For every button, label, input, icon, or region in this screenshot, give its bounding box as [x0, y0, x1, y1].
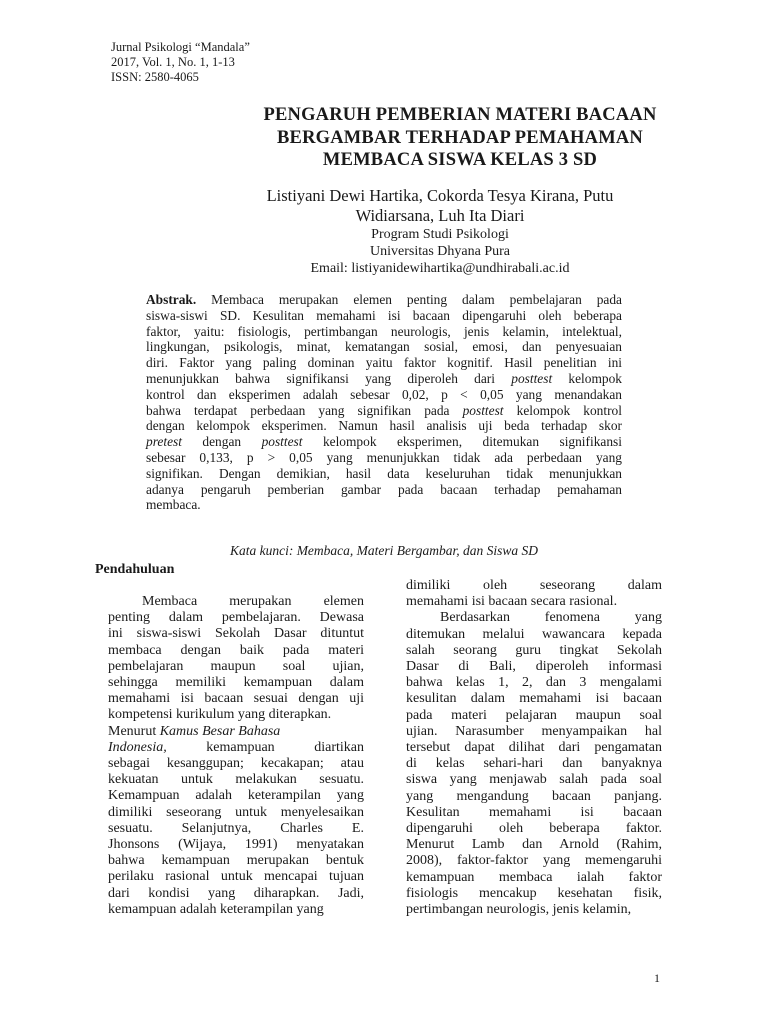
- body-line: tersebut dapat dilihat dari pengamatan: [406, 740, 662, 756]
- body-line: yang mengandung bacaan panjang.: [406, 788, 662, 804]
- body-line: sesuatu. Selanjutnya, Charles E.: [108, 820, 364, 836]
- title-line: MEMBACA SISWA KELAS 3 SD: [322, 150, 598, 170]
- body-line: Dasar di Bali, diperoleh informasi: [406, 659, 662, 675]
- body-line: ditemukan melalui wawancara kepada: [406, 626, 662, 642]
- abstract-line: siswa-siswi SD. Kesulitan memahami isi bacaan dipengaruhi oleh beberapa: [146, 307, 622, 323]
- body-line: Kesulitan memahami isi bacaan: [406, 804, 662, 820]
- body-line: dimiliki oleh seseorang dalam: [406, 578, 662, 593]
- body-line: sebagai kesanggupan; kecakapan; atau: [108, 756, 364, 772]
- body-line: ujian. Narasumber menyampaikan hal: [406, 723, 662, 739]
- body-line: pembelajaran maupun soal ujian,: [108, 658, 364, 674]
- body-line: bahwa kemampuan merupakan bentuk: [108, 853, 364, 869]
- body-line: kemampuan adalah keterampilan yang: [108, 901, 324, 917]
- title-line: BERGAMBAR TERHADAP PEMAHAMAN: [276, 127, 643, 148]
- abstract-line: Abstrak. Membaca merupakan elemen penting dalam pembelajaran pada: [146, 292, 622, 307]
- keywords: Kata kunci: Membaca, Materi Bergambar, dan Siswa SD: [229, 543, 539, 558]
- body-line: Kemampuan adalah keterampilan yang: [108, 788, 364, 804]
- body-line: 2008), faktor-faktor yang memengaruhi: [406, 853, 662, 869]
- body-line: sehingga memiliki kemampuan dalam: [108, 675, 364, 691]
- authors-line: Widiarsana, Luh Ita Diari: [355, 206, 525, 225]
- paper-title: [200, 104, 720, 172]
- body-line: pertimbangan neurologis, jenis kelamin,: [406, 902, 632, 918]
- body-line: Indonesia, kemampuan diartikan: [108, 739, 364, 755]
- abstract-line: dengan kelompok eksperimen. Namun hasil analisis uji beda terhadap skor: [146, 418, 622, 434]
- body-line: kesulitan dalam memahami isi bacaan: [406, 691, 662, 707]
- journal-info: [111, 40, 250, 85]
- abstract-line: bahwa terdapat perbedaan yang signifikan pada posttest kelompok kontrol: [146, 402, 622, 418]
- abstract-line: pretest dengan posttest kelompok eksperimen, ditemukan signifikansi: [146, 434, 622, 450]
- abstract-line: faktor, yaitu: fisiologis, pertimbangan neurologis, jenis kelamin, intelektual,: [146, 323, 622, 339]
- body-line: Menurut Kamus Besar Bahasa: [108, 723, 281, 739]
- abstract-line: menunjukkan bahwa signifikansi yang diperoleh dari posttest kelompok: [146, 370, 622, 386]
- body-line: ini siswa-siswi Sekolah Dasar dituntut: [108, 626, 364, 642]
- section-heading: Pendahuluan: [95, 562, 175, 577]
- abstract-label: Abstrak.: [146, 292, 197, 307]
- body-line: Membaca merupakan elemen: [142, 594, 364, 609]
- abstract-line: sebesar 0,133, p > 0,05 yang menunjukkan tidak ada perbedaan yang: [146, 449, 622, 465]
- abstract-line: signifikan. Dengan demikian, hasil data keseluruhan tidak menunjukkan: [146, 465, 622, 481]
- program-name: Program Studi Psikologi: [371, 227, 509, 242]
- body-line: memahami isi bacaan sesuai dengan uji: [108, 691, 364, 707]
- body-line: kekuatan untuk melakukan sesuatu.: [108, 772, 364, 788]
- body-line: di kelas sehari-hari dan banyaknya: [406, 756, 662, 772]
- abstract-line: adanya pengaruh pemberian gambar pada bacaan terhadap pemahaman: [146, 481, 622, 497]
- journal-volume: 2017, Vol. 1, No. 1, 1-13: [111, 55, 235, 69]
- body-line: salah seorang guru tingkat Sekolah: [406, 642, 662, 658]
- body-line: membaca dengan baik pada materi: [108, 642, 364, 658]
- body-column-right: [406, 578, 662, 918]
- university-name: Universitas Dhyana Pura: [370, 244, 510, 259]
- body-line: siswa yang menjawab salah pada soal: [406, 772, 662, 788]
- body-line: kemampuan membaca ialah faktor: [406, 869, 662, 885]
- abstract-line: lingkungan, psikologis, minat, kematangan sosial, emosi, dan penyesuaian: [146, 339, 622, 355]
- abstract-line: kontrol dan eksperimen adalah sebesar 0,02, p < 0,05 yang menandakan: [146, 386, 622, 402]
- body-column-left: [108, 594, 364, 918]
- body-line: Menurut Lamb dan Arnold (Rahim,: [406, 837, 662, 853]
- journal-issn: ISSN: 2580-4065: [111, 70, 199, 84]
- authors-line: Listiyani Dewi Hartika, Cokorda Tesya Kirana, Putu: [266, 186, 614, 205]
- body-line: bahwa kelas 1, 2, dan 3 mengalami: [406, 675, 662, 691]
- title-line: PENGARUH PEMBERIAN MATERI BACAAN: [263, 105, 657, 125]
- author-block: [240, 186, 640, 277]
- body-line: Berdasarkan fenomena yang: [440, 610, 662, 626]
- body-line: dimiliki seseorang untuk menyelesaikan: [108, 804, 364, 820]
- body-line: penting dalam pembelajaran. Dewasa: [108, 610, 364, 626]
- body-line: memahami isi bacaan secara rasional.: [406, 594, 618, 610]
- body-line: fisiologis mencakup kesehatan fisik,: [406, 885, 662, 901]
- body-line: pada materi pelajaran maupun soal: [406, 707, 662, 723]
- journal-name: Jurnal Psikologi “Mandala”: [111, 40, 250, 54]
- body-line: dari kondisi yang diharapkan. Jadi,: [108, 885, 364, 901]
- abstract-line: diri. Faktor yang paling dominan yaitu faktor kognitif. Hasil penelitian ini: [146, 355, 622, 371]
- body-line: kompetensi kurikulum yang diterapkan.: [108, 707, 332, 723]
- abstract-line: membaca.: [146, 497, 201, 513]
- body-line: perilaku rasional untuk mencapai tujuan: [108, 869, 364, 885]
- page-number: 1: [654, 971, 660, 985]
- author-email: Email: listiyanidewihartika@undhirabali.ac.id: [310, 261, 570, 276]
- abstract: [146, 292, 622, 513]
- body-line: Jhonsons (Wijaya, 1991) menyatakan: [108, 837, 364, 853]
- body-line: dipengaruhi oleh beberapa faktor.: [406, 821, 662, 837]
